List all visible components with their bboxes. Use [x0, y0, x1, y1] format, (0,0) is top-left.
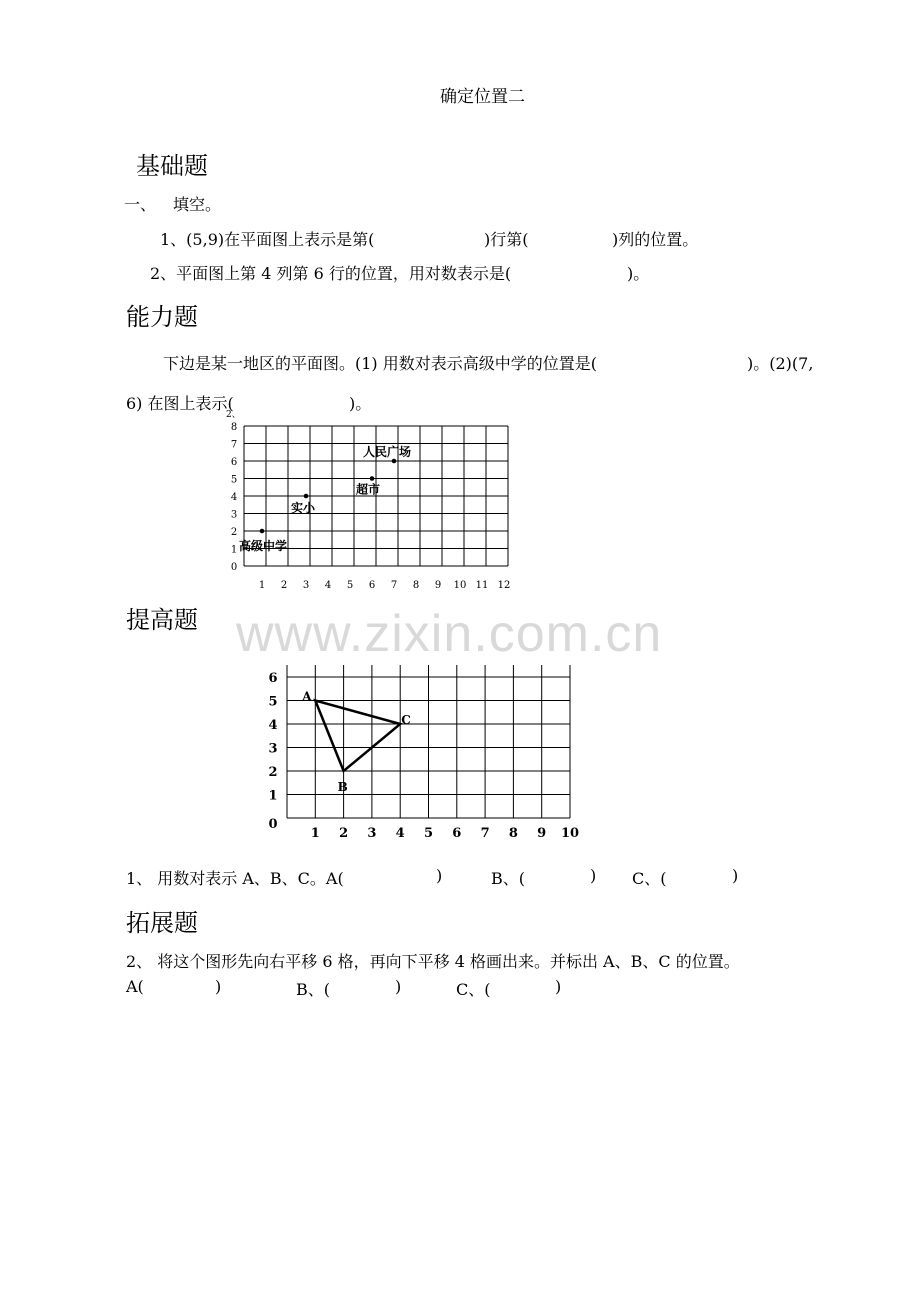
watermark: www.zixin.com.cn — [236, 605, 663, 663]
map-x-tick: 3 — [302, 580, 310, 591]
triangle-shape — [301, 690, 410, 795]
triangle-x-tick: 9 — [537, 826, 547, 841]
ability-line2-b: )。 — [349, 394, 372, 413]
triangle-x-tick: 5 — [423, 826, 434, 841]
q2-text-2: )。 — [627, 264, 650, 283]
map-x-tick: 7 — [390, 580, 398, 591]
triangle-y-tick: 4 — [268, 718, 278, 733]
extend-c-close: ) — [555, 977, 562, 996]
map-point — [370, 476, 375, 481]
triangle-y-tick: 2 — [268, 765, 278, 780]
triangle-y-tick: 0 — [268, 817, 278, 832]
triangle-x-tick: 4 — [395, 826, 405, 841]
triangle-y-tick: 6 — [268, 671, 278, 686]
q-triangle-b-close: ) — [590, 866, 597, 885]
map-y-tick: 0 — [230, 562, 238, 573]
map-x-tick: 1 — [258, 580, 266, 591]
map-y-tick: 4 — [230, 492, 238, 503]
q-triangle-b-open: B、( — [491, 869, 526, 888]
triangle-x-tick: 6 — [452, 826, 462, 841]
q1-text-2: )行第( — [484, 230, 529, 249]
map-y-tick: 5 — [230, 474, 238, 486]
q2-text-1: 2、平面图上第 4 列第 6 行的位置，用对数表示是( — [150, 264, 512, 283]
heading-extend: 拓展题 — [126, 909, 198, 937]
triangle-grid — [287, 665, 570, 818]
part-one-label: 一、 — [124, 195, 157, 214]
triangle-x-tick: 3 — [367, 826, 377, 841]
extend-a-close: ) — [215, 977, 222, 996]
ability-line1-b: )。(2)(7, — [747, 354, 814, 373]
heading-ability: 能力题 — [126, 303, 198, 331]
triangle-vertex-label: C — [401, 713, 411, 727]
triangle-vertex-label: A — [302, 689, 312, 704]
map-x-tick: 2 — [280, 580, 288, 591]
triangle-y-tick: 5 — [268, 694, 278, 710]
map-y-tick: 1 — [230, 544, 238, 556]
map-point — [304, 494, 309, 499]
ability-line2-a: 6) 在图上表示( — [126, 394, 234, 413]
extend-b-open: B、( — [296, 980, 331, 999]
part-one-title: 填空。 — [173, 195, 222, 214]
map-point — [260, 529, 265, 534]
q-triangle-text: 1、 用数对表示 A、B、C。A( — [126, 869, 344, 888]
map-x-tick: 10 — [453, 580, 467, 591]
map-x-tick: 5 — [346, 580, 354, 591]
map-x-tick: 12 — [497, 580, 511, 591]
map-point-label: 人民广场 — [363, 445, 412, 459]
map-x-tick: 6 — [368, 580, 376, 591]
map-point-label: 高级中学 — [239, 539, 288, 553]
map-points — [239, 444, 411, 553]
map-point-label: 实小 — [291, 501, 316, 515]
q-triangle-c-close: ) — [732, 866, 739, 885]
triangle-x-tick: 2 — [339, 826, 349, 841]
extend-c-open: C、( — [456, 980, 491, 999]
map-y-top-label: 2、 — [226, 410, 241, 420]
map-y-tick: 2 — [230, 527, 238, 538]
map-y-tick: 8 — [230, 422, 238, 433]
map-point-label: 超市 — [356, 482, 381, 497]
triangle-x-tick: 1 — [310, 826, 320, 841]
map-axis-labels — [226, 410, 510, 591]
triangle-vertex-label: B — [337, 780, 348, 794]
q1-text-3: )列的位置。 — [612, 230, 699, 249]
triangle-x-tick: 10 — [560, 826, 580, 841]
triangle-polygon — [315, 701, 400, 772]
triangle-chart — [255, 665, 590, 845]
map-x-tick: 4 — [324, 580, 332, 591]
heading-improve: 提高题 — [126, 606, 198, 634]
q-triangle-a-close: ) — [436, 866, 443, 885]
extend-a-open: A( — [126, 977, 144, 996]
map-y-tick: 3 — [230, 509, 238, 521]
map-x-tick: 9 — [434, 580, 442, 591]
triangle-x-tick: 7 — [480, 826, 490, 841]
triangle-x-tick: 8 — [508, 826, 518, 841]
map-point — [392, 459, 397, 464]
map-x-tick: 11 — [475, 580, 489, 591]
map-y-tick: 7 — [230, 439, 238, 451]
extend-q2-text: 2、 将这个图形先向右平移 6 格，再向下平移 4 格画出来。并标出 A、B、C 的位置。 — [126, 952, 740, 971]
map-y-tick: 6 — [230, 457, 238, 468]
page-title: 确定位置二 — [440, 87, 525, 107]
triangle-y-tick: 1 — [268, 788, 278, 804]
q1-text-1: 1、(5,9)在平面图上表示是第( — [160, 230, 375, 249]
heading-basic: 基础题 — [136, 152, 208, 180]
map-x-tick: 8 — [412, 580, 420, 591]
map-chart — [215, 408, 525, 594]
triangle-y-tick: 3 — [268, 741, 278, 757]
ability-line1-a: 下边是某一地区的平面图。(1) 用数对表示高级中学的位置是( — [163, 354, 597, 373]
q-triangle-c-open: C、( — [632, 869, 667, 888]
extend-b-close: ) — [395, 977, 402, 996]
